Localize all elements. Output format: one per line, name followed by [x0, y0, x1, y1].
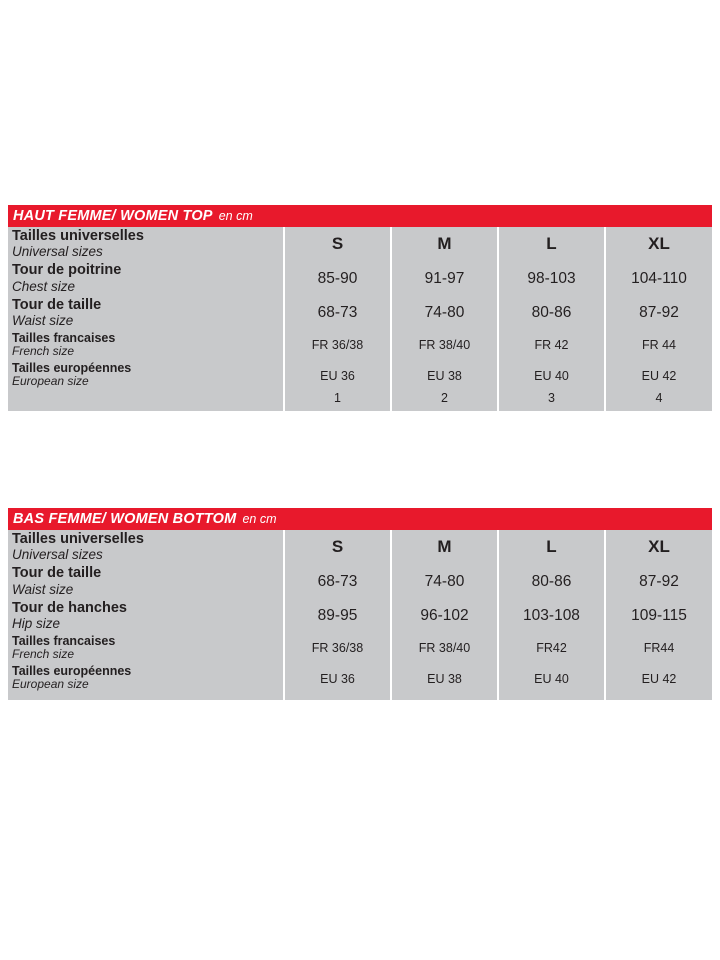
column-header-s: S	[284, 530, 391, 564]
row-label-fr: Tailles francaises	[12, 331, 116, 346]
row-label-fr: Tour de taille	[12, 565, 102, 582]
table-row-numbers	[8, 391, 712, 405]
row-label-fr: Tour de taille	[12, 296, 102, 313]
cell-value: 74-80	[391, 296, 498, 330]
cell-value: 103-108	[498, 599, 605, 633]
row-label-en: Chest size	[12, 278, 76, 294]
row-label-cell	[8, 391, 284, 405]
row-label	[8, 396, 283, 399]
cell-value: 2	[391, 391, 498, 405]
row-label-fr: Tailles européennes	[12, 361, 132, 376]
row-label	[8, 633, 283, 663]
table-bottom-spacer	[8, 694, 712, 700]
cell-value: 4	[605, 391, 712, 405]
cell-value: 91-97	[391, 261, 498, 295]
column-header-m: M	[391, 530, 498, 564]
table-women-bottom	[8, 530, 712, 700]
row-label-en: European size	[12, 677, 89, 692]
row-label	[8, 261, 283, 295]
table-header-label-cell	[8, 227, 284, 261]
column-header-m: M	[391, 227, 498, 261]
table-header-label-cell	[8, 530, 284, 564]
cell-value: 109-115	[605, 599, 712, 633]
row-label-cell	[8, 599, 284, 633]
table-header-row	[8, 227, 712, 261]
row-label-en: Hip size	[12, 615, 61, 631]
cell-value: FR 38/40	[391, 330, 498, 360]
table-row	[8, 633, 712, 663]
cell-value: 80-86	[498, 564, 605, 598]
cell-value: 74-80	[391, 564, 498, 598]
column-header-l: L	[498, 530, 605, 564]
row-label-en: European size	[12, 374, 89, 389]
size-table-women-top	[8, 205, 712, 411]
row-label-cell	[8, 261, 284, 295]
column-header-s: S	[284, 227, 391, 261]
banner-unit: en cm	[218, 209, 253, 223]
cell-value: FR44	[605, 633, 712, 663]
cell-value: EU 36	[284, 663, 391, 693]
table-row	[8, 599, 712, 633]
column-header-xl: XL	[605, 530, 712, 564]
row-label-en: Waist size	[12, 312, 74, 328]
cell-value: FR 38/40	[391, 633, 498, 663]
cell-value: 68-73	[284, 296, 391, 330]
table-banner-women-bottom	[8, 508, 712, 530]
cell-value: 1	[284, 391, 391, 405]
row-label-cell	[8, 564, 284, 598]
table-header-row	[8, 530, 712, 564]
row-label-fr: Tailles universelles	[12, 228, 144, 244]
cell-value: 68-73	[284, 564, 391, 598]
row-label	[8, 564, 283, 598]
cell-value: FR 44	[605, 330, 712, 360]
row-label-fr: Tour de hanches	[12, 599, 127, 616]
size-table-women-bottom	[8, 508, 712, 700]
banner-unit: en cm	[242, 512, 277, 526]
cell-value: EU 42	[605, 360, 712, 390]
row-label-en: French size	[12, 344, 75, 359]
row-label-fr: Tailles francaises	[12, 634, 116, 649]
cell-value: 80-86	[498, 296, 605, 330]
cell-value: EU 36	[284, 360, 391, 390]
cell-value: 98-103	[498, 261, 605, 295]
cell-value: 85-90	[284, 261, 391, 295]
row-label-cell	[8, 663, 284, 693]
cell-value: FR 36/38	[284, 633, 391, 663]
cell-value: EU 38	[391, 360, 498, 390]
row-label-cell	[8, 633, 284, 663]
table-row	[8, 564, 712, 598]
row-label-en: French size	[12, 647, 75, 662]
column-header-xl: XL	[605, 227, 712, 261]
cell-value: 87-92	[605, 564, 712, 598]
table-bottom-spacer	[8, 405, 712, 411]
table-row	[8, 360, 712, 390]
row-label	[8, 530, 283, 564]
cell-value: EU 38	[391, 663, 498, 693]
row-label	[8, 330, 283, 360]
table-row	[8, 663, 712, 693]
cell-value: FR42	[498, 633, 605, 663]
row-label	[8, 663, 283, 693]
row-label	[8, 296, 283, 330]
cell-value: EU 40	[498, 663, 605, 693]
row-label	[8, 227, 283, 261]
column-header-l: L	[498, 227, 605, 261]
cell-value: EU 42	[605, 663, 712, 693]
banner-title: HAUT FEMME/ WOMEN TOP	[13, 208, 213, 224]
row-label-en: Universal sizes	[12, 547, 103, 563]
row-label-fr: Tailles universelles	[12, 531, 144, 547]
table-banner-women-top	[8, 205, 712, 227]
row-label	[8, 599, 283, 633]
row-label-en: Universal sizes	[12, 244, 103, 260]
row-label-en: Waist size	[12, 581, 74, 597]
cell-value: 104-110	[605, 261, 712, 295]
cell-value: FR 42	[498, 330, 605, 360]
table-row	[8, 330, 712, 360]
table-women-top	[8, 227, 712, 411]
row-label-fr: Tailles européennes	[12, 664, 132, 679]
row-label-cell	[8, 296, 284, 330]
cell-value: 3	[498, 391, 605, 405]
row-label-cell	[8, 360, 284, 390]
cell-value: FR 36/38	[284, 330, 391, 360]
cell-value: 87-92	[605, 296, 712, 330]
row-label-cell	[8, 330, 284, 360]
row-label-fr: Tour de poitrine	[12, 262, 122, 279]
cell-value: EU 40	[498, 360, 605, 390]
table-row	[8, 261, 712, 295]
table-row	[8, 296, 712, 330]
cell-value: 89-95	[284, 599, 391, 633]
row-label	[8, 360, 283, 390]
banner-title: BAS FEMME/ WOMEN BOTTOM	[13, 511, 237, 527]
cell-value: 96-102	[391, 599, 498, 633]
